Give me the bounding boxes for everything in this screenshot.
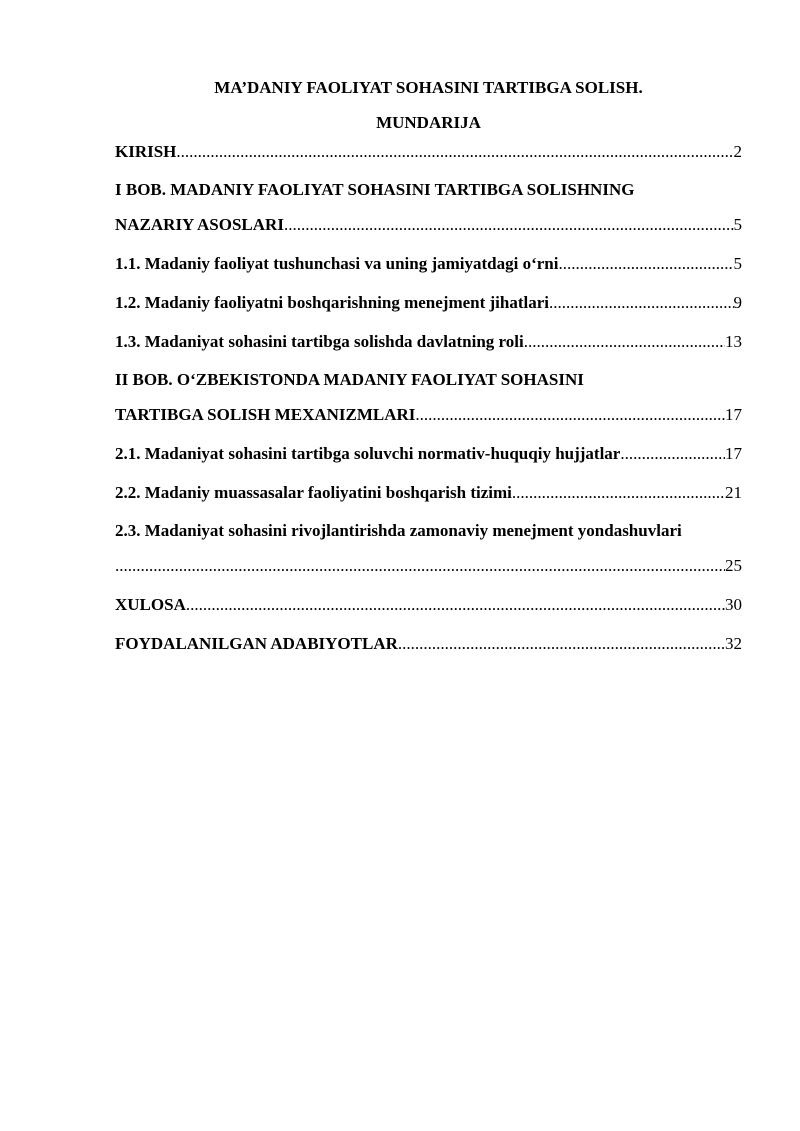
toc-entry-section-2-2[interactable]: [115, 483, 742, 503]
toc-entry-section-1-1[interactable]: [115, 254, 742, 274]
toc-entry-section-2-1[interactable]: [115, 444, 742, 464]
toc-entry-label: 1.3. Madaniyat sohasini tartibga solishda davlatning roli: [115, 332, 524, 351]
toc-entry-label: 1.2. Madaniy faoliyatni boshqarishning menejment jihatlari: [115, 293, 550, 312]
toc-entry-label-line-2: NAZARIY ASOSLARI: [115, 215, 284, 234]
dot-leader: [524, 332, 725, 352]
toc-page-number: 25: [725, 556, 742, 575]
toc-page-number: 5: [733, 215, 742, 234]
dot-leader: [176, 142, 733, 162]
toc-page-number: 30: [725, 595, 742, 614]
toc-entry-label-line-1: I BOB. MADANIY FAOLIYAT SOHASINI TARTIBGA SOLISHNING: [115, 180, 635, 199]
toc-page-number: 21: [725, 483, 742, 502]
dot-leader: [415, 405, 725, 425]
toc-page-number: 17: [725, 405, 742, 424]
toc-entry-line-2: [115, 556, 742, 576]
toc-entry-section-1-2[interactable]: [115, 293, 742, 313]
toc-entry-chapter-1[interactable]: [115, 180, 742, 235]
toc-page-number: 9: [733, 293, 742, 312]
toc-entry-label-line-1: II BOB. O‘ZBEKISTONDA MADANIY FAOLIYAT SOHASINI: [115, 370, 584, 389]
toc-entry-xulosa[interactable]: [115, 595, 742, 615]
toc-entry-label: 1.1. Madaniy faoliyat tushunchasi va uning jamiyatdagi o‘rni: [115, 254, 559, 273]
toc-entry-label: FOYDALANILGAN ADABIYOTLAR: [115, 634, 398, 653]
dot-leader: [398, 634, 725, 654]
toc-entry-line-2: [115, 405, 742, 425]
dot-leader: [559, 254, 734, 274]
dot-leader: [115, 556, 725, 576]
toc-heading: MUNDARIJA: [376, 113, 481, 132]
toc-entry-label: KIRISH: [115, 142, 177, 161]
toc-entry-label: 2.2. Madaniy muassasalar faoliyatini boshqarish tizimi: [115, 483, 512, 502]
table-of-contents: [115, 142, 742, 654]
dot-leader: [620, 444, 725, 464]
toc-page-number: 5: [733, 254, 742, 273]
dot-leader: [549, 293, 733, 313]
toc-entry-label: XULOSA: [115, 595, 186, 614]
toc-page-number: 17: [725, 444, 742, 463]
toc-entry-section-2-3[interactable]: [115, 521, 742, 576]
toc-page-number: 13: [725, 332, 742, 351]
toc-page-number: 2: [733, 142, 742, 161]
toc-entry-label-line-2: TARTIBGA SOLISH MEXANIZMLARI: [115, 405, 416, 424]
toc-entry-line-2: [115, 215, 742, 235]
toc-entry-label: 2.1. Madaniyat sohasini tartibga soluvchi normativ-huquqiy hujjatlar: [115, 444, 621, 463]
dot-leader: [284, 215, 734, 235]
document-title: MA’DANIY FAOLIYAT SOHASINI TARTIBGA SOLISH.: [214, 78, 643, 97]
dot-leader: [186, 595, 725, 615]
toc-entry-label-line-1: 2.3. Madaniyat sohasini rivojlantirishda zamonaviy menejment yondashuvlari: [115, 521, 682, 540]
toc-entry-kirish[interactable]: [115, 142, 742, 162]
toc-entry-chapter-2[interactable]: [115, 370, 742, 425]
dot-leader: [512, 483, 725, 503]
document-page: [115, 76, 742, 654]
toc-page-number: 32: [725, 634, 742, 653]
toc-entry-adabiyotlar[interactable]: [115, 634, 742, 654]
toc-entry-section-1-3[interactable]: [115, 332, 742, 352]
